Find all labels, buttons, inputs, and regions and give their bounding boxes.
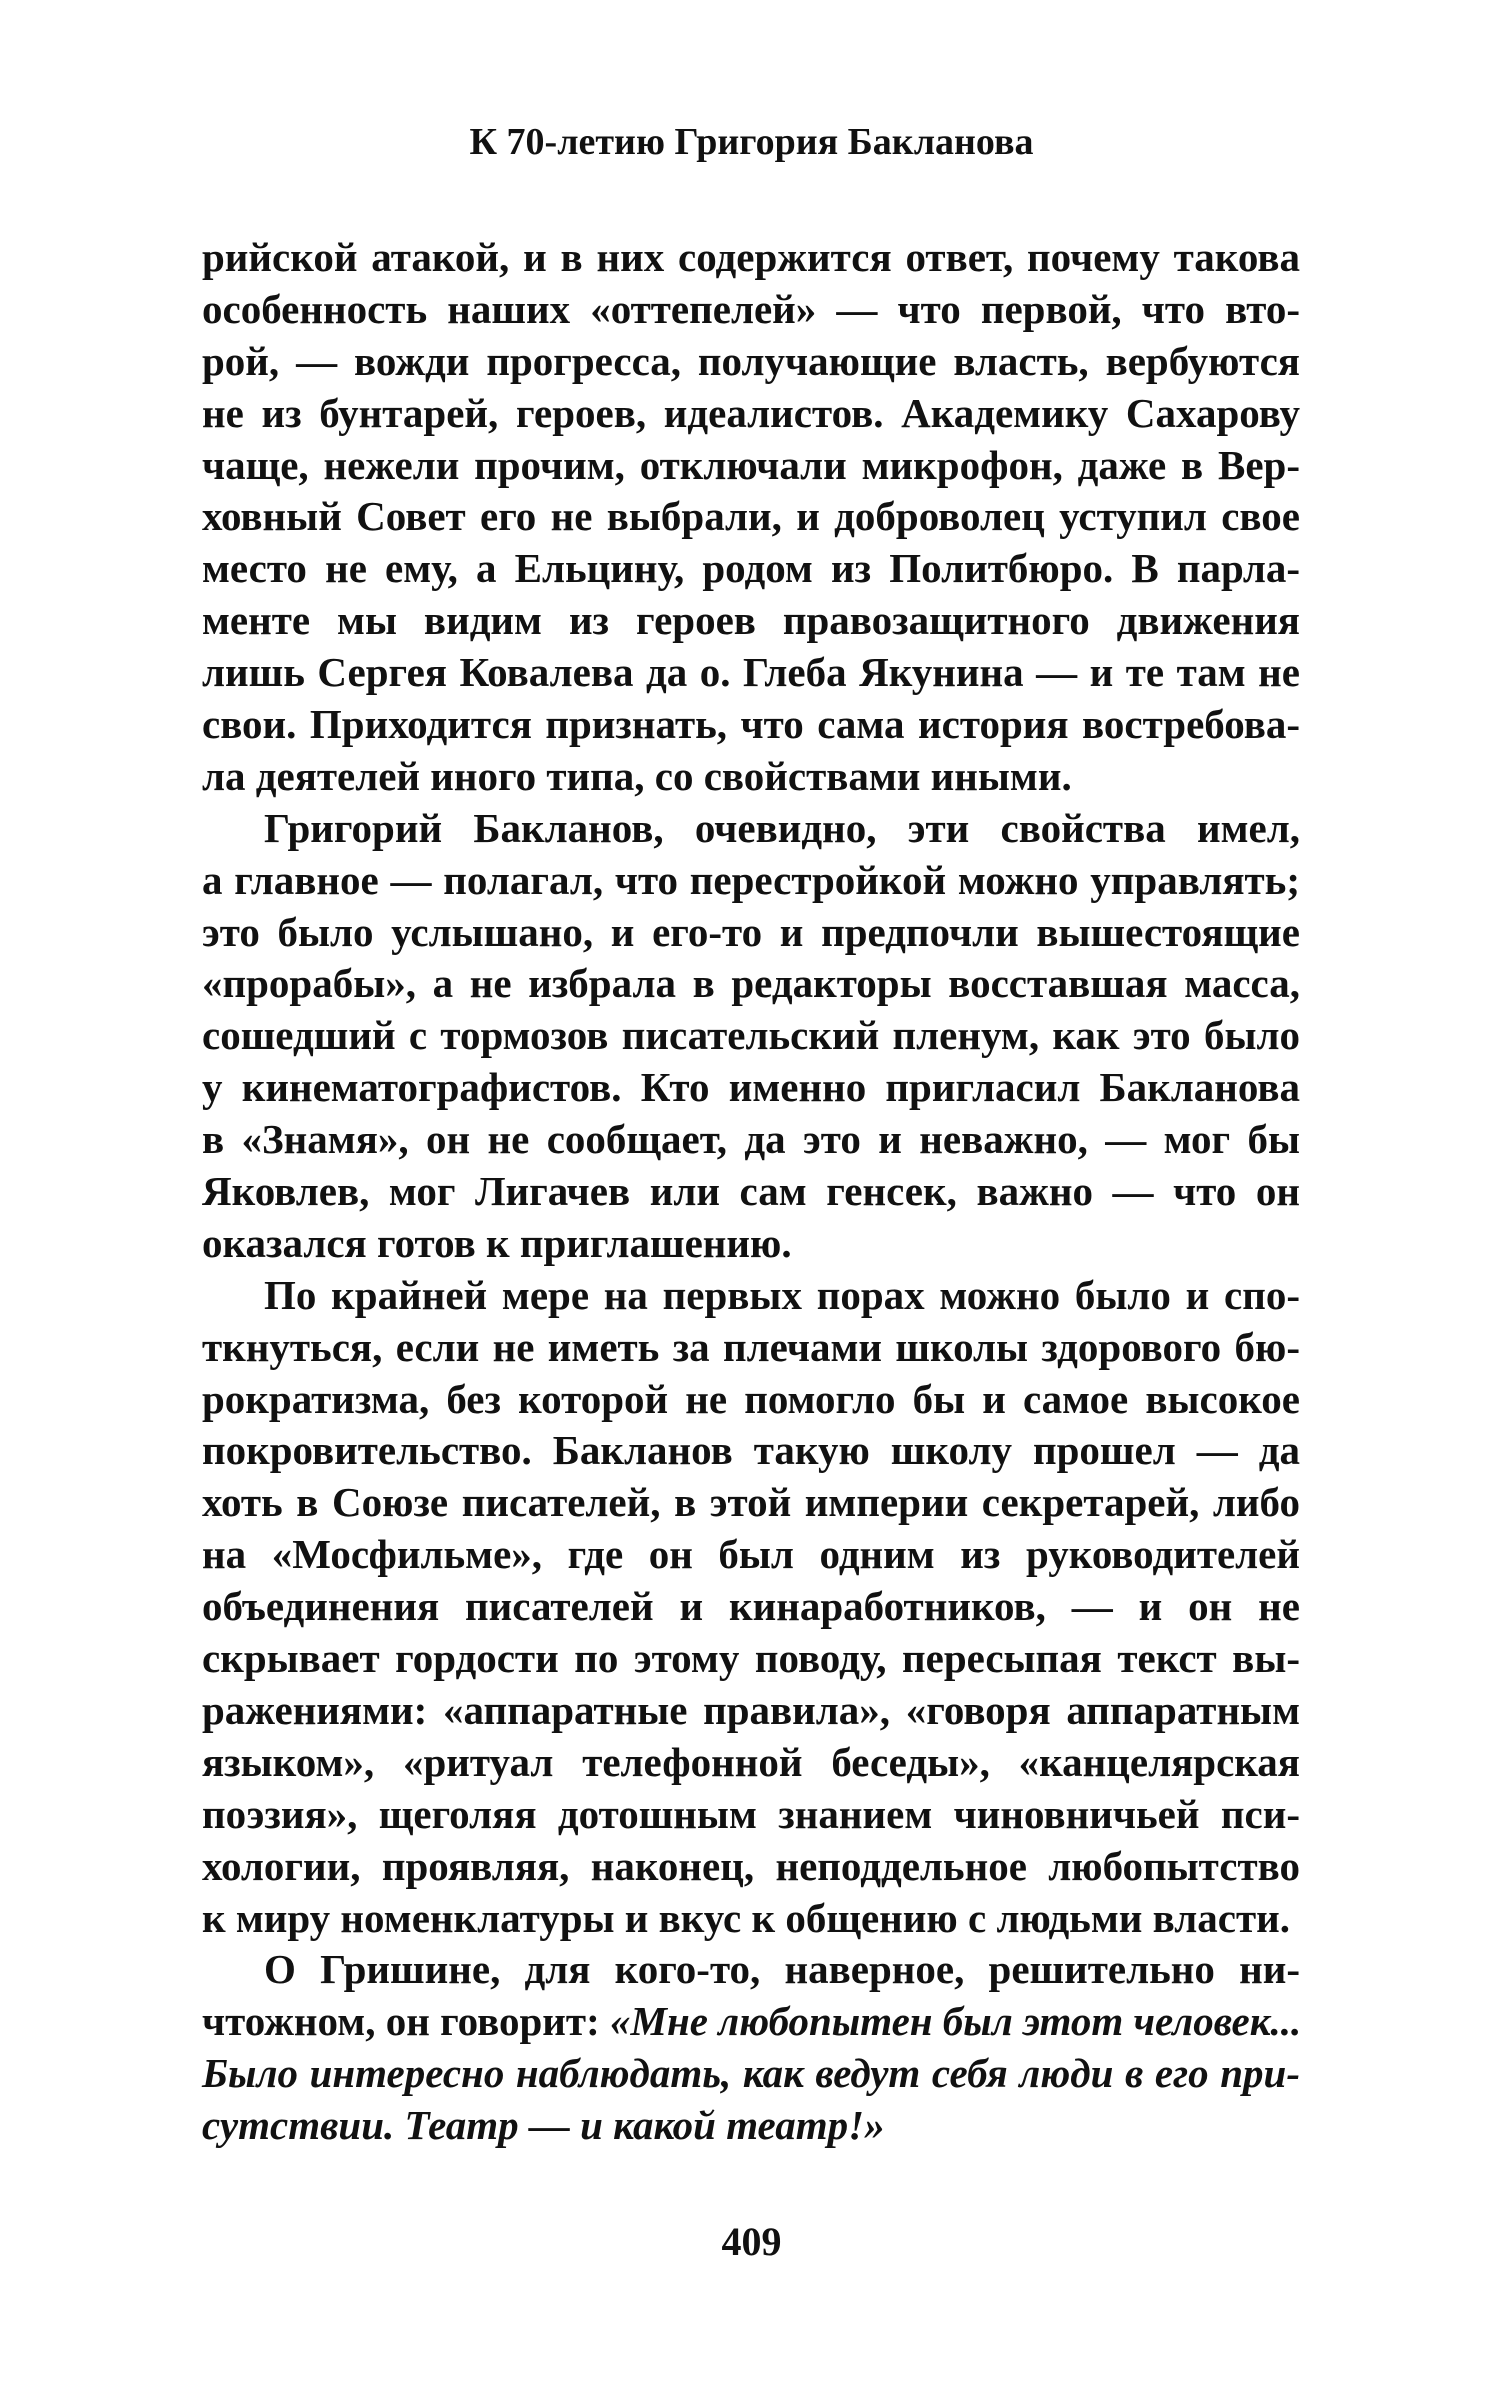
text-line: «прорабы», а не избрала в редакторы восставшая масса, [202, 960, 1300, 1007]
text-line: хоть в Союзе писателей, в этой империи секретарей, либо [202, 1479, 1300, 1526]
text-line: менте мы видим из героев правозащитного движения [202, 597, 1300, 644]
text-line: оказался готов к приглашению. [202, 1219, 792, 1266]
text-line: объединения писателей и кинаработников, — и он не [202, 1583, 1300, 1630]
text-line: Яковлев, мог Лигачев или сам генсек, важно — что он [202, 1168, 1300, 1215]
text-line: ражениями: «аппаратные правила», «говоря аппаратным [202, 1686, 1300, 1733]
text-line: у кинематографистов. Кто именно пригласил Бакланова [202, 1064, 1300, 1111]
text-line: особенность наших «оттепелей» — что первой, что вто- [202, 285, 1300, 332]
text-line: а главное — полагал, что перестройкой можно управлять; [202, 856, 1300, 903]
text-line: не из бунтарей, героев, идеалистов. Академику Сахарову [202, 389, 1300, 436]
page-number: 409 [721, 2219, 782, 2264]
text-line: поэзия», щеголяя дотошным знанием чиновничьей пси- [202, 1790, 1300, 1837]
text-line: на «Мосфильме», где он был одним из руководителей [202, 1531, 1300, 1578]
text-line: место не ему, а Ельцину, родом из Политбюро. В парла- [202, 545, 1300, 592]
quote-line: Было интересно наблюдать, как ведут себя люди в его при- [202, 2050, 1300, 2097]
text-line-plain: чтожном, он говорит: [202, 1998, 610, 2045]
text-line: сошедший с тормозов писательский пленум, как это было [202, 1012, 1300, 1059]
text-line: Григорий Бакланов, очевидно, эти свойства имел, [264, 804, 1300, 851]
quote-line: сутствии. Театр — и какой театр!» [202, 2102, 885, 2149]
body-text [202, 232, 1300, 2152]
text-line: это было услышано, и его-то и предпочли вышестоящие [202, 908, 1300, 955]
text-line: свои. Приходится признать, что сама история востребова- [202, 701, 1300, 748]
text-line: в «Знамя», он не сообщает, да это и неважно, — мог бы [202, 1116, 1300, 1163]
text-line: рой, — вожди прогресса, получающие власть, вербуются [202, 337, 1300, 384]
text-line: языком», «ритуал телефонной беседы», «канцелярская [202, 1738, 1300, 1785]
text-line: По крайней мере на первых порах можно было и спо- [264, 1271, 1300, 1318]
text-line: ла деятелей иного типа, со свойствами иными. [202, 752, 1072, 799]
running-head: К 70-летию Григория Бакланова [469, 121, 1034, 163]
text-line: к миру номенклатуры и вкус к общению с людьми власти. [202, 1894, 1290, 1941]
text-line: лишь Сергея Ковалева да о. Глеба Якунина — и те там не [202, 649, 1300, 696]
text-line: покровительство. Бакланов такую школу прошел — да [202, 1427, 1300, 1474]
text-line: ткнуться, если не иметь за плечами школы здорового бю- [202, 1323, 1300, 1370]
text-line: скрывает гордости по этому поводу, пересыпая текст вы- [202, 1635, 1300, 1682]
text-line: рийской атакой, и в них содержится ответ, почему такова [202, 234, 1300, 280]
text-line: рократизма, без которой не помогло бы и самое высокое [202, 1375, 1300, 1422]
quote-italic: «Мне любопытен был этот человек... [609, 1998, 1302, 2045]
text-line: хологии, проявляя, наконец, неподдельное любопытство [202, 1842, 1300, 1889]
text-line: ховный Совет его не выбрали, и доброволец уступил свое [202, 493, 1300, 540]
text-line [202, 1996, 1300, 2048]
text-line: О Гришине, для кого-то, наверное, решительно ни- [264, 1946, 1300, 1993]
text-line: чаще, нежели прочим, отключали микрофон, даже в Вер- [202, 441, 1300, 488]
